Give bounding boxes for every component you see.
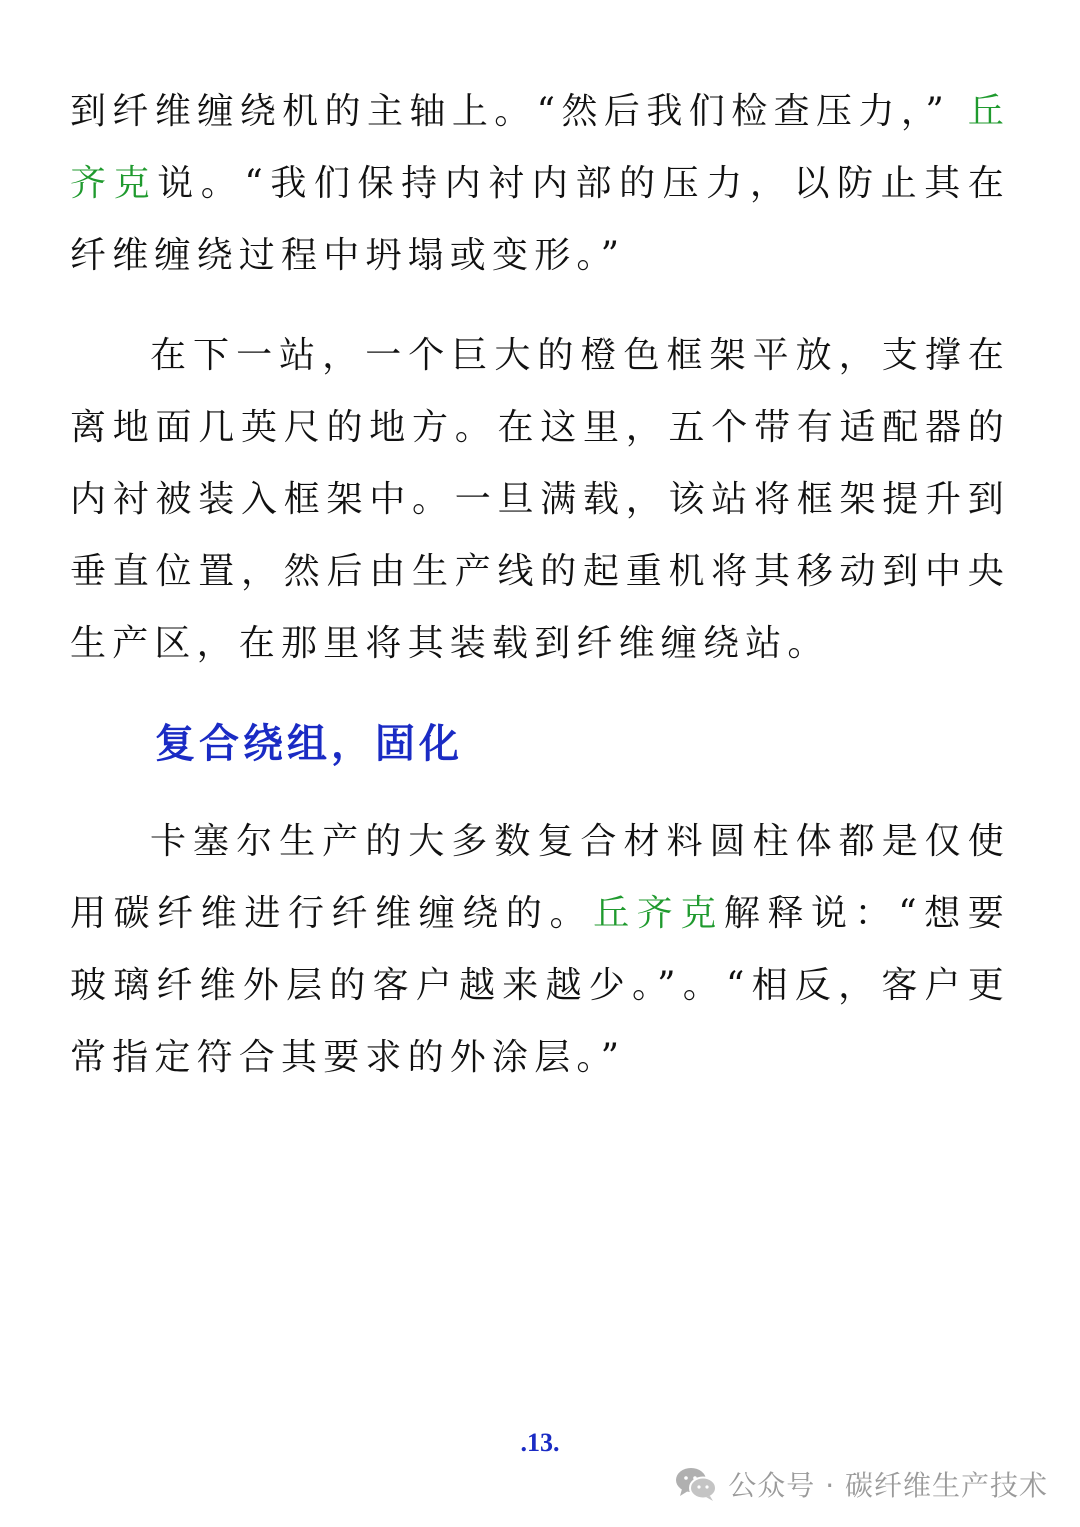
paragraph-1-text-a: 到纤维缠绕机的主轴上。“然后我们检查压力，” [70, 91, 968, 132]
watermark-text: 公众号 · 碳纤维生产技术 [728, 1469, 1048, 1502]
watermark [674, 1458, 1048, 1510]
section-heading: 复合绕组，固化 [155, 721, 463, 767]
paragraph-1-text-b: 说。“我们保持内衬内部的压力，以防止其在纤维缠绕过程中坍塌或变形。” [70, 163, 1010, 276]
person-name-highlight: 丘齐克 [593, 893, 724, 934]
paragraph-1 [70, 76, 1010, 292]
paragraph-3 [70, 806, 1010, 1094]
wechat-icon [674, 1465, 718, 1503]
paragraph-3-text-b: 解释说：“想要玻璃纤维外层的客户越来越少。”。“相反，客户更常指定符合其要求的外涂层。” [70, 893, 1010, 1078]
person-name-highlight: 丘齐克 [70, 91, 1010, 204]
paragraph-3-text-a: 卡塞尔生产的大多数复合材料圆柱体都是仅使用碳纤维进行纤维缠绕的。 [70, 821, 1010, 934]
page-number: .13. [520, 1428, 560, 1457]
paragraph-2-text: 在下一站，一个巨大的橙色框架平放，支撑在离地面几英尺的地方。在这里，五个带有适配器的内衬被装入框架中。一旦满载，该站将框架提升到垂直位置，然后由生产线的起重机将其移动到中央生产区，在那里将其装载到纤维缠绕站。 [70, 335, 1010, 664]
paragraph-2 [70, 320, 1010, 680]
